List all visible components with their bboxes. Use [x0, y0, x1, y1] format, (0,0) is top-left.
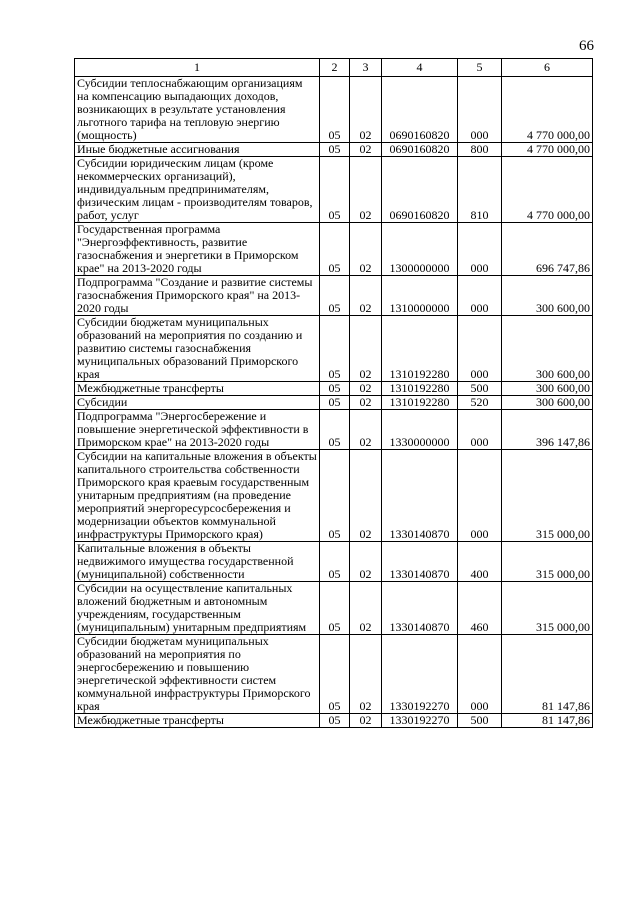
- row-subsection: 02: [350, 143, 382, 157]
- table-row: [75, 396, 593, 410]
- row-target-code: 1330140870: [382, 582, 458, 635]
- table-row: [75, 410, 593, 450]
- row-expense-type: 000: [458, 223, 502, 276]
- table-header-row: [75, 59, 593, 77]
- column-header-5: 5: [458, 59, 502, 77]
- row-section: 05: [320, 223, 350, 276]
- row-description: Государственная программа "Энергоэффективность, развитие газоснабжения и энергетики в Приморском крае" на 2013-2020 годы: [75, 223, 320, 276]
- row-amount: 300 600,00: [502, 382, 593, 396]
- row-amount: 4 770 000,00: [502, 143, 593, 157]
- row-target-code: 0690160820: [382, 157, 458, 223]
- row-expense-type: 500: [458, 714, 502, 728]
- row-section: 05: [320, 276, 350, 316]
- row-target-code: 1330000000: [382, 410, 458, 450]
- table-row: [75, 276, 593, 316]
- row-amount: 300 600,00: [502, 396, 593, 410]
- row-description: Субсидии на осуществление капитальных вложений бюджетным и автономным учреждениям, государственным (муниципальным) унитарным предприятиям: [75, 582, 320, 635]
- row-subsection: 02: [350, 382, 382, 396]
- row-target-code: 1300000000: [382, 223, 458, 276]
- column-header-3: 3: [350, 59, 382, 77]
- row-subsection: 02: [350, 157, 382, 223]
- row-subsection: 02: [350, 316, 382, 382]
- row-section: 05: [320, 714, 350, 728]
- budget-table: [74, 58, 593, 728]
- row-subsection: 02: [350, 714, 382, 728]
- table-row: [75, 582, 593, 635]
- table-row: [75, 542, 593, 582]
- column-header-4: 4: [382, 59, 458, 77]
- row-subsection: 02: [350, 582, 382, 635]
- row-amount: 396 147,86: [502, 410, 593, 450]
- row-expense-type: 000: [458, 450, 502, 542]
- row-amount: 315 000,00: [502, 542, 593, 582]
- row-subsection: 02: [350, 410, 382, 450]
- row-target-code: 1330140870: [382, 542, 458, 582]
- row-section: 05: [320, 582, 350, 635]
- row-subsection: 02: [350, 223, 382, 276]
- row-amount: 315 000,00: [502, 450, 593, 542]
- row-amount: 696 747,86: [502, 223, 593, 276]
- row-expense-type: 400: [458, 542, 502, 582]
- row-section: 05: [320, 410, 350, 450]
- row-subsection: 02: [350, 396, 382, 410]
- row-section: 05: [320, 635, 350, 714]
- table-row: [75, 143, 593, 157]
- row-subsection: 02: [350, 276, 382, 316]
- row-amount: 300 600,00: [502, 316, 593, 382]
- row-description: Межбюджетные трансферты: [75, 714, 320, 728]
- column-header-1: 1: [75, 59, 320, 77]
- row-subsection: 02: [350, 635, 382, 714]
- row-target-code: 1330192270: [382, 714, 458, 728]
- row-amount: 4 770 000,00: [502, 157, 593, 223]
- row-target-code: 1310192280: [382, 396, 458, 410]
- row-target-code: 1310192280: [382, 382, 458, 396]
- table-row: [75, 714, 593, 728]
- row-amount: 4 770 000,00: [502, 77, 593, 143]
- row-description: Субсидии теплоснабжающим организациям на компенсацию выпадающих доходов, возникающих в результате установления льготного тарифа на тепловую энергию (мощность): [75, 77, 320, 143]
- table-row: [75, 316, 593, 382]
- row-target-code: 1310192280: [382, 316, 458, 382]
- row-amount: 81 147,86: [502, 635, 593, 714]
- column-header-2: 2: [320, 59, 350, 77]
- table-row: [75, 77, 593, 143]
- column-header-6: 6: [502, 59, 593, 77]
- row-expense-type: 810: [458, 157, 502, 223]
- row-section: 05: [320, 316, 350, 382]
- row-section: 05: [320, 396, 350, 410]
- row-subsection: 02: [350, 77, 382, 143]
- row-section: 05: [320, 382, 350, 396]
- row-target-code: 0690160820: [382, 77, 458, 143]
- row-section: 05: [320, 77, 350, 143]
- row-section: 05: [320, 450, 350, 542]
- row-description: Межбюджетные трансферты: [75, 382, 320, 396]
- row-section: 05: [320, 143, 350, 157]
- row-description: Субсидии: [75, 396, 320, 410]
- row-subsection: 02: [350, 542, 382, 582]
- row-expense-type: 000: [458, 276, 502, 316]
- table-row: [75, 635, 593, 714]
- row-description: Иные бюджетные ассигнования: [75, 143, 320, 157]
- row-amount: 315 000,00: [502, 582, 593, 635]
- row-expense-type: 460: [458, 582, 502, 635]
- row-expense-type: 800: [458, 143, 502, 157]
- row-target-code: 1330192270: [382, 635, 458, 714]
- row-description: Подпрограмма "Энергосбережение и повышение энергетической эффективности в Приморском крае" на 2013-2020 годы: [75, 410, 320, 450]
- row-section: 05: [320, 542, 350, 582]
- row-subsection: 02: [350, 450, 382, 542]
- row-amount: 300 600,00: [502, 276, 593, 316]
- row-expense-type: 000: [458, 410, 502, 450]
- table-row: [75, 382, 593, 396]
- row-description: Капитальные вложения в объекты недвижимого имущества государственной (муниципальной) собственности: [75, 542, 320, 582]
- row-target-code: 1330140870: [382, 450, 458, 542]
- row-expense-type: 000: [458, 77, 502, 143]
- row-description: Субсидии на капитальные вложения в объекты капитального строительства собственности Приморского края краевым государственным унитарным предприятиям (на проведение мероприятий энергоресурсосбережения и модернизации объектов коммунальной инфраструктуры Приморского края): [75, 450, 320, 542]
- table-row: [75, 157, 593, 223]
- row-expense-type: 520: [458, 396, 502, 410]
- table-row: [75, 223, 593, 276]
- page-number: 66: [579, 38, 594, 54]
- row-description: Подпрограмма "Создание и развитие системы газоснабжения Приморского края" на 2013-2020 годы: [75, 276, 320, 316]
- row-expense-type: 000: [458, 316, 502, 382]
- row-expense-type: 000: [458, 635, 502, 714]
- table-row: [75, 450, 593, 542]
- row-description: Субсидии бюджетам муниципальных образований на мероприятия по энергосбережению и повышению энергетической эффективности систем коммунальной инфраструктуры Приморского края: [75, 635, 320, 714]
- row-section: 05: [320, 157, 350, 223]
- row-amount: 81 147,86: [502, 714, 593, 728]
- row-expense-type: 500: [458, 382, 502, 396]
- row-target-code: 0690160820: [382, 143, 458, 157]
- row-description: Субсидии юридическим лицам (кроме некоммерческих организаций), индивидуальным предпринимателям, физическим лицам - производителям товаров, работ, услуг: [75, 157, 320, 223]
- row-target-code: 1310000000: [382, 276, 458, 316]
- row-description: Субсидии бюджетам муниципальных образований на мероприятия по созданию и развитию системы газоснабжения муниципальных образований Приморского края: [75, 316, 320, 382]
